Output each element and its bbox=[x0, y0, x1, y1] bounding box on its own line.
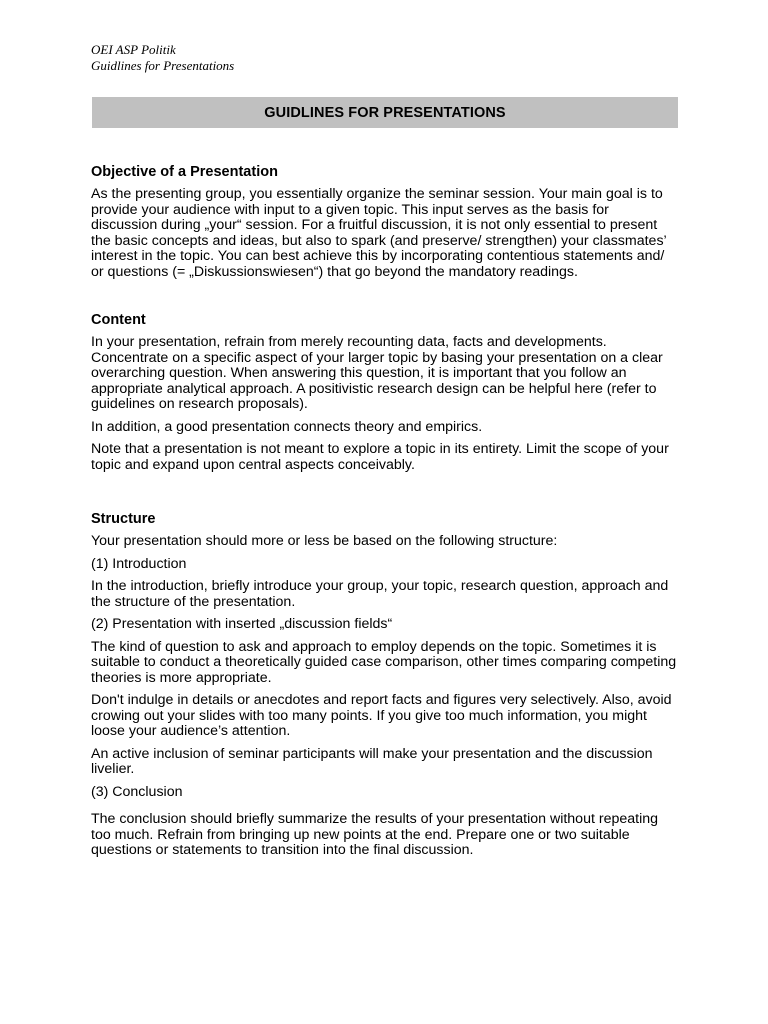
paragraph-presentation-2: Don't indulge in details or anecdotes and report facts and figures very selectively. Also, avoid crowing out your slides with too many points. If you give too much information, you might loose your audience’s attention. bbox=[91, 692, 672, 739]
list-item-introduction: (1) Introduction bbox=[91, 555, 187, 572]
header-line-institution: OEI ASP Politik bbox=[91, 42, 176, 57]
list-item-conclusion: (3) Conclusion bbox=[91, 783, 183, 800]
section-content bbox=[91, 311, 679, 473]
section-objective bbox=[91, 163, 679, 280]
running-header bbox=[91, 42, 234, 74]
paragraph-content-1: In your presentation, refrain from merely recounting data, facts and developments. Concentrate on a specific aspect of your larger topic by basing your presentation on a clear overarching question. When answering this question, it is important that you follow an appropriate analytical approach. A positivistic research design can be helpful here (refer to guidelines on research proposals). bbox=[91, 334, 663, 412]
section-spacer bbox=[91, 287, 679, 311]
paragraph-objective: As the presenting group, you essentially organize the seminar session. Your main goal is to provide your audience with input to a given topic. This input serves as the basis for discussion during „your“ session. For a fruitful discussion, it is not only essential to present the basic concepts and ideas, but also to spark (and preserve/ strengthen) your classmates’ interest in the topic. You can best achieve this by incorporating contentious statements and/ or questions (= „Diskussionswiesen“) that go beyond the mandatory readings. bbox=[91, 186, 667, 280]
header-line-document: Guidlines for Presentations bbox=[91, 58, 235, 73]
document-title: GUIDLINES FOR PRESENTATIONS bbox=[264, 104, 506, 121]
paragraph-presentation-3: An active inclusion of seminar participants will make your presentation and the discussion livelier. bbox=[91, 745, 653, 777]
paragraph-presentation-1: The kind of question to ask and approach to employ depends on the topic. Sometimes it is suitable to conduct a theoretically guided case comparison, other times comparing competing theories is more appropriate. bbox=[91, 638, 677, 686]
paragraph-content-3: Note that a presentation is not meant to explore a topic in its entirety. Limit the scope of your topic and expand upon central aspects conceivably. bbox=[91, 441, 669, 473]
paragraph-conclusion: The conclusion should briefly summarize the results of your presentation without repeating too much. Refrain from bringing up new points at the end. Prepare one or two suitable questions or statements to transition into the final discussion. bbox=[91, 811, 659, 858]
heading-content: Content bbox=[91, 312, 146, 328]
list-item-presentation: (2) Presentation with inserted „discussion fields“ bbox=[91, 616, 393, 632]
title-bar bbox=[92, 97, 678, 128]
heading-structure: Structure bbox=[91, 511, 156, 527]
paragraph-content-2: In addition, a good presentation connects theory and empirics. bbox=[91, 418, 483, 435]
paragraph-structure-intro: Your presentation should more or less be based on the following structure: bbox=[91, 533, 558, 549]
paragraph-introduction: In the introduction, briefly introduce your group, your topic, research question, approach and the structure of the presentation. bbox=[91, 578, 669, 610]
document-body bbox=[91, 163, 679, 866]
heading-objective: Objective of a Presentation bbox=[91, 164, 278, 180]
section-structure bbox=[91, 510, 679, 859]
section-spacer bbox=[91, 480, 679, 510]
